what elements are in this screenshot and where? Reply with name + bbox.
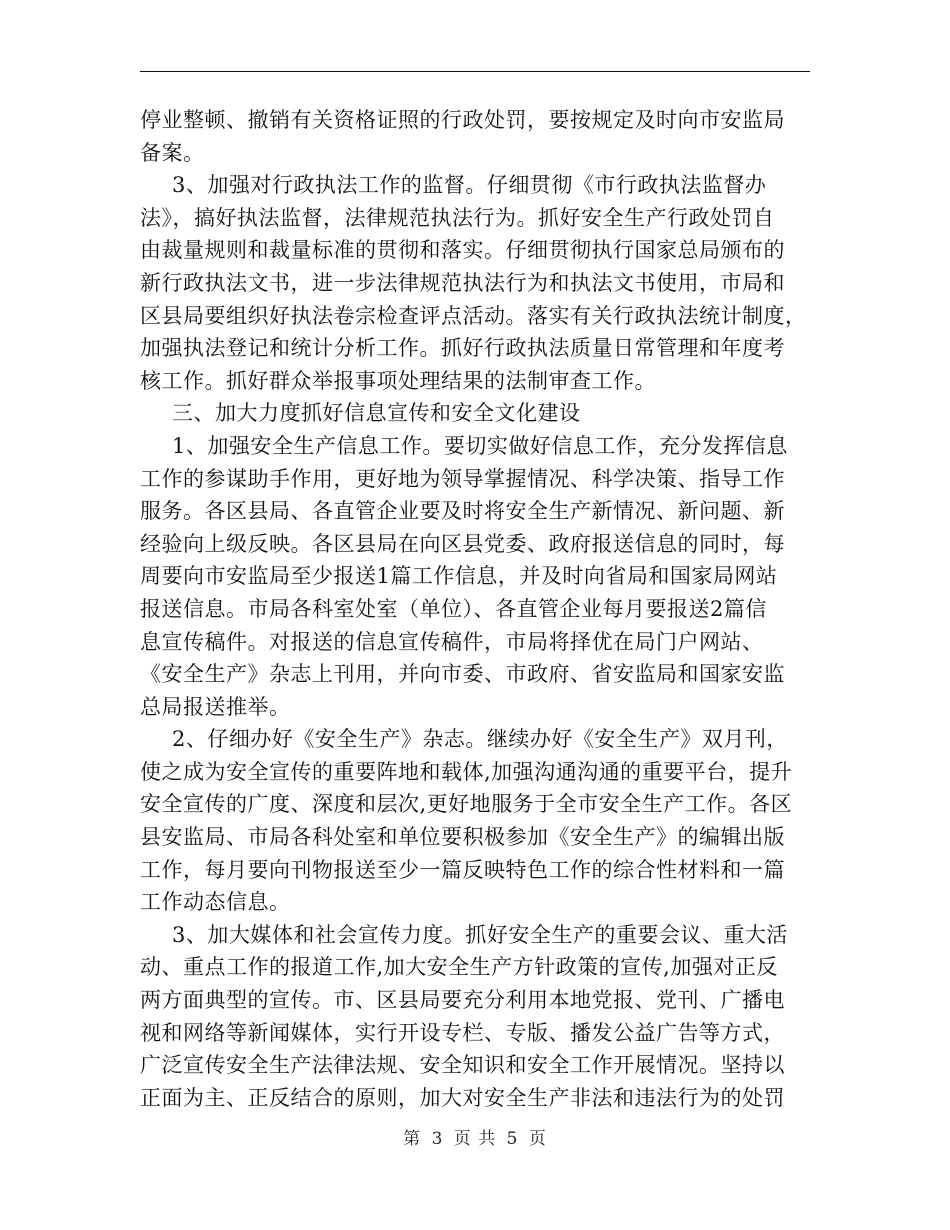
paragraph-start: 1、加强安全生产信息工作。要切实做好信息工作，充分发挥信息 <box>172 433 788 458</box>
text-line: 加强执法登记和统计分析工作。抓好行政执法质量日常管理和年度考 <box>140 336 785 361</box>
paragraph-start: 3、加强对行政执法工作的监督。仔细贯彻《市行政执法监督办 <box>172 173 767 198</box>
text-line: 工作，每月要向刊物报送至少一篇反映特色工作的综合性材料和一篇 <box>140 857 785 882</box>
document-body <box>140 104 820 1114</box>
page-label-mid: 页 共 <box>453 1129 497 1149</box>
text-line: 正面为主、正反结合的原则，加大对安全生产非法和违法行为的处罚 <box>140 1085 785 1110</box>
text-line: 工作的参谋助手作用，更好地为领导掌握情况、科学决策、指导工作 <box>140 466 785 491</box>
text-line: 停业整顿、撤销有关资格证照的行政处罚，要按规定及时向市安监局 <box>140 108 785 132</box>
total-pages-number: 5 <box>506 1129 519 1149</box>
text-line: 新行政执法文书，进一步法律规范执法行为和执法文书使用，市局和 <box>140 270 785 295</box>
text-line: 服务。各区县局、各直管企业要及时将安全生产新情况、新问题、新 <box>140 499 785 524</box>
section-heading: 三、加大力度抓好信息宣传和安全文化建设 <box>172 401 581 426</box>
page-label-prefix: 第 <box>403 1129 422 1149</box>
text-line: 《安全生产》杂志上刊用，并向市委、市政府、省安监局和国家安监 <box>140 662 785 687</box>
text-line: 由裁量规则和裁量标准的贯彻和落实。仔细贯彻执行国家总局颁布的 <box>140 238 785 263</box>
text-line: 周要向市安监局至少报送1篇工作信息，并及时向省局和国家局网站 <box>140 564 778 589</box>
text-line: 动、重点工作的报道工作,加大安全生产方针政策的宣传,加强对正反 <box>140 955 778 980</box>
paragraph-start: 2、仔细办好《安全生产》杂志。继续办好《安全生产》双月刊， <box>172 727 788 752</box>
text-line: 法》，搞好执法监督，法律规范执法行为。抓好安全生产行政处罚自 <box>140 205 775 230</box>
text-line: 经验向上级反映。各区县局在向区县党委、政府报送信息的同时，每 <box>140 531 785 556</box>
text-line: 工作动态信息。 <box>140 890 291 915</box>
page-footer <box>0 1124 950 1149</box>
text-line: 使之成为安全宣传的重要阵地和载体,加强沟通沟通的重要平台，提升 <box>140 759 793 784</box>
text-line: 报送信息。市局各科室处室（单位）、各直管企业每月要报送2篇信 <box>140 596 767 621</box>
paragraph-start: 3、加大媒体和社会宣传力度。抓好安全生产的重要会议、重大活 <box>172 922 788 947</box>
text-line: 总局报送推举。 <box>140 694 291 719</box>
text-line: 核工作。抓好群众举报事项处理结果的法制审查工作。 <box>140 368 656 393</box>
text-line: 备案。 <box>140 140 205 165</box>
text-line: 息宣传稿件。对报送的信息宣传稿件，市局将择优在局门户网站、 <box>140 629 764 654</box>
current-page-number: 3 <box>431 1129 444 1149</box>
text-line: 安全宣传的广度、深度和层次,更好地服务于全市安全生产工作。各区 <box>140 792 793 817</box>
text-line: 县安监局、市局各科处室和单位要积极参加《安全生产》的编辑出版 <box>140 825 785 850</box>
text-line: 区县局要组织好执法卷宗检查评点活动。落实有关行政执法统计制度， <box>140 303 807 328</box>
text-line: 两方面典型的宣传。市、区县局要充分利用本地党报、党刊、广播电 <box>140 988 785 1013</box>
header-rule <box>140 71 810 72</box>
text-line: 广泛宣传安全生产法律法规、安全知识和安全工作开展情况。坚持以 <box>140 1053 785 1078</box>
page-label-suffix: 页 <box>528 1129 547 1149</box>
text-line: 视和网络等新闻媒体，实行开设专栏、专版、播发公益广告等方式， <box>140 1020 785 1045</box>
